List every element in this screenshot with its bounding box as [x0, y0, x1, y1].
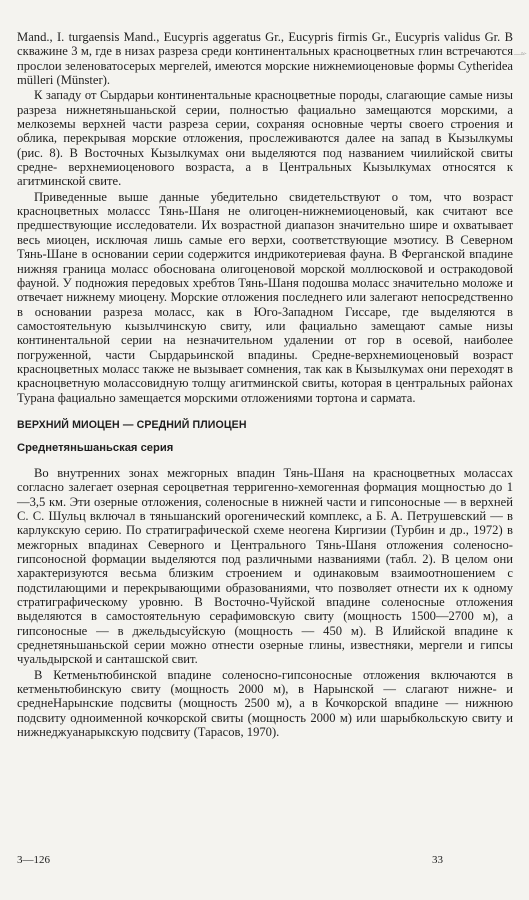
- paragraph-continuation: Mand., I. turgaensis Mand., Eucypris aggeratus Gr., Eucypris firmis Gr., Eucypris validus Gr. В скважине 3 м, где в низах разреза среди континентальных красноцветных глин встречаются прослои зеленоватосерых мергелей, имеются морские нижнемиоценовые формы Cytheridea mülleri (Münster).: [17, 30, 513, 88]
- margin-mark: —≈·: [513, 50, 527, 58]
- paragraph-intermontane: Во внутренних зонах межгорных впадин Тянь-Шаня на красноцветных молассах согласно залегает озерная сероцветная терригенно-хемогенная формация мощностью до 1—3,5 км. Эти озерные отложения, соленосные в нижней части и гипсоносные — в верхней С. С. Шульц включал в тяньшанский орогенический комплекс, а Б. А. Петрушевский — в карлукскую серию. По стратиграфической схеме неогена Киргизии (Турбин и др., 1972) в межгорных впадинах Северного и Центрального Тянь-Шаня отложения соленосно-гипсоносной формации выделяются под различными названиями (табл. 2). В целом они характеризуются весьма близким строением и одинаковым взаимоотношением с подстилающими и перекрывающими образованиями, что позволяет отнести их к одному стратиграфическому уровню. В Восточно-Чуйской впадине соленосные отложения выделяются в самостоятельную серафимовскую свиту (мощность 1500—2700 м), а гипсоносные — в джельдысуйскую (мощность — 450 м). В Илийской впадине к среднетяньшаньской серии можно отнести озерные глины, известняки, мергели и гипсы чуальдырской и санташской свит.: [17, 465, 513, 667]
- paragraph-age-evidence: Приведенные выше данные убедительно свидетельствуют о том, что возраст красноцветных молассс Тянь-Шаня не олигоцен-нижнемиоценовый, как считают все предшествующие исследователи. Их возрастной диапазон значительно шире и охватывает весь миоцен, исключая лишь самые его верхи, соответствующие мэотису. В Северном Тянь-Шане в основании серии содержится индрикотериевая фауна. В Ферганской впадине нижняя граница моласс обоснована олигоценовой морской моллюсковой и остракодовой фауной. У подножия передовых хребтов Тянь-Шаня подошва моласс значительно моложе и отвечает нижнему миоцену. Морские отложения последнего или залегают непосредственно в основании разреза моласс, как в Юго-Западном Гиссаре, где выделяются в самостоятельную кызылчинскую свиту, или фациально замещают самые низы континентальной серии на незначительном удалении от гор в осевой, наиболее погруженной, части Сырдарьинской впадины. Средне-верхнемиоценовый возраст красноцветных моласс также не вызывает сомнения, так как в Кызылкумах они переходят в красноцветную молассовидную толщу агитминской свиты, которая в центральных районах Турана фациально замещается морскими отложениями тортона и сармата.: [17, 189, 513, 405]
- subsection-heading: Среднетяньшаньская серия: [17, 441, 174, 454]
- paragraph-syrdarya: К западу от Сырдарьи континентальные красноцветные породы, слагающие самые низы разреза нижнетяньшаньской серии, полностью фациально замещаются морскими, а мелкоземы верхней части разреза серии, сохраняя основные черты своего строения и облика, перекрывая морские отложения, прослеживаются далее на запад в Кызылкумы (рис. 8). В Восточных Кызылкумах они выделяются под названием чиилийской свиты средне- верхнемиоценового возраста, а в Центральных Кызылкумах относятся к агитминской свите.: [17, 88, 513, 189]
- paragraph-ketmentyube: В Кетменьтюбинской впадине соленосно-гипсоносные отложения включаются в кетменьтюбинскую свиту (мощность 2000 м), в Нарынской — слагают нижне- и среднеНарынские подсвиты (мощность 2500 м), а в Кочкорской впадине — нижнюю подсвиту одноименной кочкорской свиты (мощность 2000 м) или шарыбкольскую свиту и нижнеджуанарыкскую подсвиту (Тарасов, 1970).: [17, 667, 513, 740]
- printer-signature: 3—126: [17, 854, 50, 866]
- page-number: 33: [432, 854, 443, 866]
- section-heading: ВЕРХНИЙ МИОЦЕН — СРЕДНИЙ ПЛИОЦЕН: [17, 418, 247, 431]
- page-footer: [17, 854, 443, 866]
